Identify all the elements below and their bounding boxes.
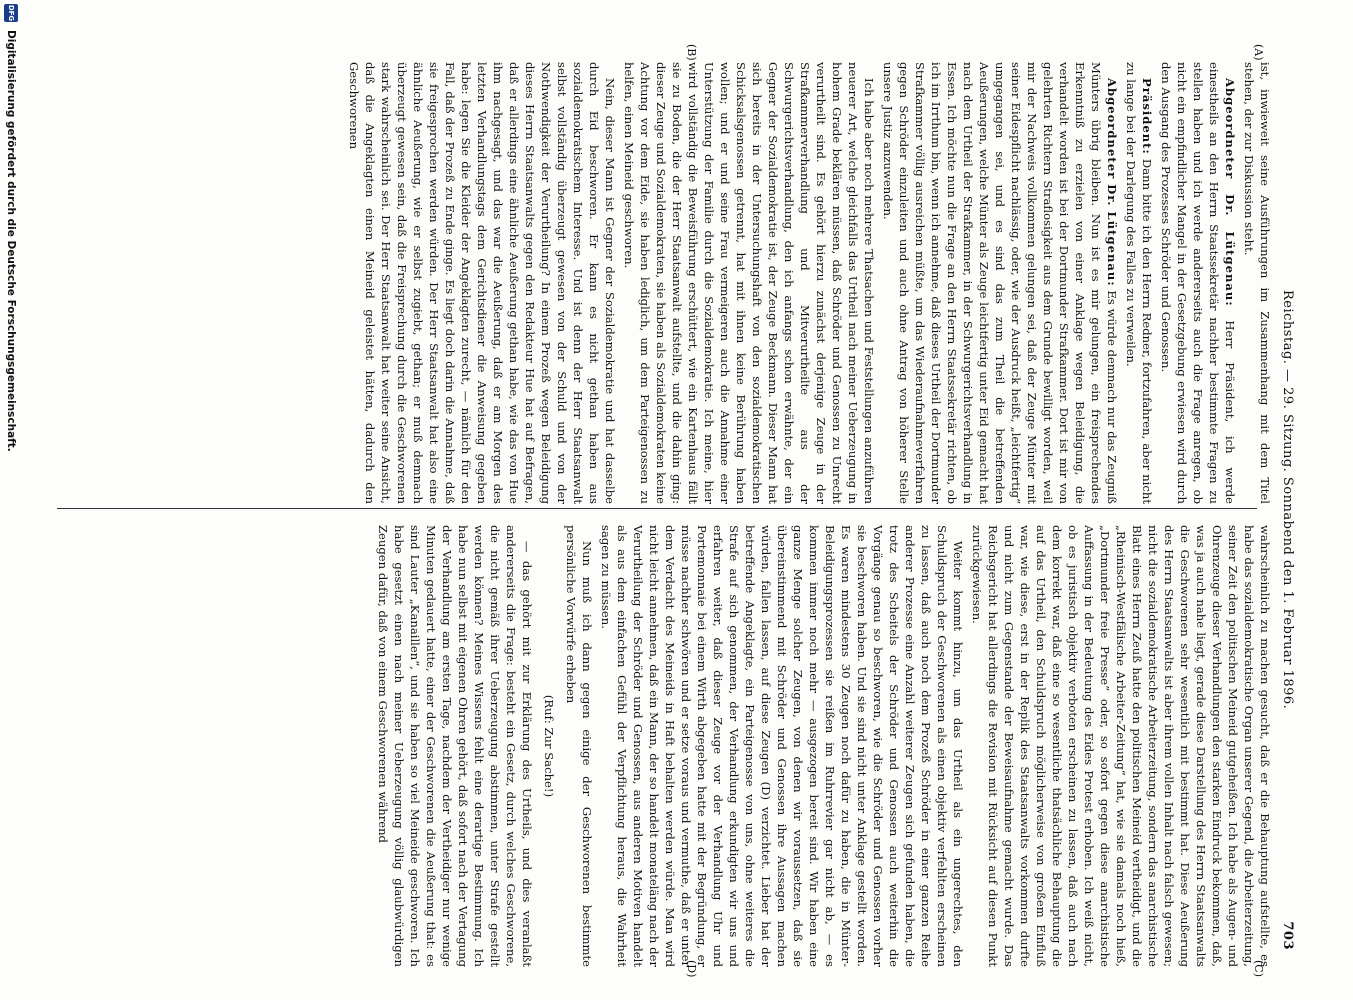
margin-marker-c: (C) [1252, 960, 1265, 977]
funding-credit: Digitalisierung gefördert durch die Deutsche Forschungsgemeinschaft. [5, 30, 17, 452]
column-divider [57, 508, 1257, 509]
paragraph: wahrscheinlich zu machen gesucht, daß er die Behauptung aufstellte, es habe das sozialdemokratische Organ unserer Gegend, die Arbeiterzeitung, seiner Zeit den politischen Meineid gutgeheißen. Ich habe als Augen- und Ohrenzeuge dieser Verhandlungen den starken Eindruck bekommen, daß, was ja auch nahe liegt, gerade diese Darstellung des Herrn Staatsanwalts die Geschworenen sehr wesentlich mit bestimmt hat. Diese Aeußerung des Herrn Staatsanwalts ist aber ihrem vollen Inhalt nach falsch gewesen; nicht die sozialdemokratische Arbeiterzeitung, sondern das anarchistische Blatt eines Herrn Zeuß hatte den politischen Meineid vertheidigt, und die „Rheinisch-Westfälische Arbeiter-Zeitung“ hat, wie sie damals noch hieß, „Dortmunder freie Presse“ oder, so sofort gegen diese anarchistische Auffassung in der Bedeutung des Eides Protest erhoben. Ich weiß nicht, ob es juristisch objektiv verboten erscheinen zu lassen, daß auch nach dem korrekt war, daß eine so wesentliche thatsächliche Behauptung die auf das Urtheil, den Schuldspruch möglicherweise von großem Einfluß war, wie diese, erst in der Replik des Staatsanwalts vorkommen durfte und nicht zum Gegenstande der Beweisaufnahme gemacht wurde. Das Reichsgericht hat allerdings die Revision mit Rücksicht auf diesen Punkt zurückgewiesen. [970, 525, 1272, 967]
paragraph: Nun muß ich dann gegen einige der Geschworenen bestimmte persönliche Vorwürfe erheben [564, 525, 594, 967]
interjection: (Ruf: Zur Sache!) [542, 694, 556, 798]
speaker-name: Abgeordneter Dr. Lütgenau: [1105, 78, 1119, 287]
margin-marker-a: (A) [1252, 44, 1265, 61]
speech-text: Dann bitte ich den Herrn Redner, fortzufahren, aber nicht zu lange bei der Darlegung des Falles zu verweilen. [1124, 62, 1154, 504]
dfg-logo-icon: DFG [4, 4, 18, 22]
right-column [113, 525, 1273, 967]
digitization-footer [0, 0, 22, 1000]
paragraph: — das gehört mit zur Erklärung des Urtheils, und dies veranlaßt andererseits die Frage: besteht ein Gesetz, durch welches Geschworene, die nicht gemäß ihrer Ueberzeugung abstimmen, unter Strafe gestellt werden können? Meines Wissens fehlt eine derartige Bestimmung. Ich habe nun selbst mit eigenen Ohren gehört, daß sofort nach der Vertagung der Verhandlung am ersten Tage, nachdem der Vertheidiger nur wenige Minuten gedauert hatte, einer der Geschworenen die Aeußerung that: es sind Lauter „Kanaillen“, und sie haben so viel Meineide geschworen. Ich habe gesetzt einen nach meiner Ueberzeugung völlig glaubwürdigen Zeugen dafür, daß von einem Geschworenen während [376, 525, 534, 967]
margin-marker-d: (D) [685, 960, 698, 978]
speaker-name: Präsident: [1140, 78, 1154, 155]
paragraph [880, 62, 1120, 504]
paragraph: ist, inwieweit seine Ausführungen im Zusammenhang mit dem Titel stehen, der zur Diskussion steht. [1242, 62, 1272, 504]
paragraph [1123, 62, 1155, 504]
speech-text: Herr Präsident, ich werde einestheils an den Herrn Staatssekretär nachher bestimmte Fragen zu stellen haben und ich werde andererseits auch die Frage anregen, ob nicht ein empfindlicher Mangel in der Gesetzgebung erwiesen wird durch den Ausgang des Prozesses Schröder und Genossen. [1159, 62, 1237, 504]
paragraph: Ich habe aber noch mehrere Thatsachen und Feststellungen anzuführen neuerer Art, welche gleichfalls das Urtheil nach meiner Ueberzeugung in hohem Grade beklären müssen, daß Schröder und Genossen zu Unrecht verurtheilt sind. Es gehört hierzu zunächst derjenige Zeuge in der Strafkammerverhandlung und Mitverurtheilte aus der Schwurgerichtsverhandlung, den ich anfangs schon erwähnte, der ein Gegner der Sozialdemokratie ist, der Zeuge Beckmann. Dieser Mann hat sich bereits in der Untersuchungshaft von den sozialdemokratischen Schicksalsgenossen getrennt, hat mit ihnen keine Berührung haben wollen; und er und seine Frau vermeigeren auch die Annahme einer Unterstützung der Familie durch die Sozialdemokratie. Ich meine, hier wird vollständig die Beweisführung erschüttert, wie ein Kartenhaus fällt sie zu Boden, die der Herr Staatsanwalt aufstellte, und die dahin ging: dieser Zeuge und Sozialdemokraten, sie haben als Sozialdemokraten keine Achtung vor dem Eide, sie haben lediglich, um dem Parteigenossen zu helfen, einen Meineid geschworen. [622, 62, 876, 504]
paragraph: Weiter kommt hinzu, um das Urtheil als ein ungerechtes, den Schuldspruch der Geschworenen als einen objektiv verfehlten erscheinen zu lassen, daß auch noch dem Prozeß Schröder in einer ganzen Reihe anderer Prozesse eine Anzahl weiterer Zeugen sich gefunden haben, die trotz des Scheitels der Schröder und Genossen auch weiterhin die Vorgänge genau so beschworen, wie die Schröder und Genossen vorher sie beschworen haben. Und sie sind nicht unter Anklage gestellt worden. Es waren mindestens 30 Zeugen noch dafür zu haben, die in Münter-Beleidigungsprozessen sie reißen im Ruhrrevier gar nicht ab, — es kommen immer noch mehr — ausgezogen bereit sind. Wir haben eine ganze Menge solcher Zeugen, von denen wir voraussetzen, daß sie übereinstimmend mit Schröder und Genossen ihre Aussagen machen würden, fallen lassen, auf diese Zeugen (D) verzichtet. Lieber hat der betreffende Angeklagte, ein Parteigenosse von uns, ohne weiteres die Strafe auf sich genommen, der Verhandlung erkundigten wir uns und erfahren weiter, daß dieser Zeuge vor der Verhandlung Uhr und Portemonnaie bei einem Wirth abgegeben hatte mit der Begründung, er müsse nachher schwören und er setze voraus und vermuthe, daß er unter dem Verdacht des Meineids in Haft behalten werden würde. Man wird nicht leicht annehmen, daß ein Mann, der so handelt monateläng nach der Verurtheilung der Schröder und Genossen, aus anderen Motiven handelt als aus dem einfachen Gefühl der Verpflichtung heraus, die Wahrheit sagen zu müssen. [599, 525, 965, 967]
paragraph [1158, 62, 1238, 504]
page-number: 703 [1280, 921, 1295, 950]
page-header [1275, 40, 1295, 960]
running-title: Reichstag. — 29. Sitzung. Sonnabend den 1. Februar 1896. [1280, 290, 1295, 710]
left-column [113, 62, 1273, 504]
margin-marker-b: (B) [685, 44, 698, 61]
speech-text: Es würde demnach nur das Zeugniß Münters übrig bleiben. Nun ist es mir gelungen, ein freisprechendes Erkenntniß zu erzielen von einer Anklage wegen Beleidigung, die verhandelt worden ist bei der Dortmunder Strafkammer. Dort ist mir von gelehrten Richtern Straflosigkeit aus dem Grunde bewilligt worden, weil mir der Nachweis vollkommen gelungen sei, daß der Zeuge Münter mit seiner Eidespflicht nachlässig, oder, wie der Ausdruck heißt, „leichtfertig“ umgegangen sei, und es sind das zum Theil die betreffenden Aeußerungen, welche Münter als Zeuge leichtfertig unter Eid gemacht hat nach dem Urtheil der Strafkammer, in der Schwurgerichtsverhandlung in Essen. Ich möchte nun die Frage an den Herrn Staatssekretär richten, ob ich im Irrthum bin, wenn ich annehme, daß dieses Urtheil der Dortmunder Strafkammer völlig ausreichen müßte, um das Wiederaufnahmeverfahren gegen Schröder einzuleiten und auch ohne Antrag von höherer Stelle unsere Justiz anzuwenden. [881, 62, 1119, 504]
paragraph: Nein, dieser Mann ist Gegner der Sozialdemokratie und hat dasselbe durch Eid beschworen. Er kann es nicht gethan haben aus sozialdemokratischem Interesse. Und ist denn der Herr Staatsanwalt selbst vollständig überzeugt gewesen von der Schuld und von der Nothwendigkeit der Verurtheilung? In einem Prozeß wegen Beleidigung dieses Herrn Staatsanwalts gegen den Redakteur Hue hat auf Befragen, daß er allerdings eine ähnliche Aeußerung gethan habe, wie das von Hue ihm nachgesagt, und das war die Aeußerung, daß er am Morgen des letzten Verhandlungstags dem Gerichtsdiener die Anweisung gegeben habe: legen Sie die Kleider der Angeklagten zurecht, — nämlich für den Fall, daß der Prozeß zu Ende ginge. Es liegt doch darin die Annahme, daß sie freigesprochen werden würden. Der Herr Staatsanwalt hat also eine ähnliche Aeußerung, wie er selbst zugiebt, gethan; er muß demnach überzeugt gewesen sein, daß die Freisprechung durch die Geschworenen stark wahrscheinlich sei. Der Herr Staatsanwalt hat weiter seine Ansicht, daß die Angeklagten einen Meineid geleistet hätten, dadurch den Geschworenen [347, 62, 617, 504]
speaker-name: Abgeordneter Dr. Lütgenau: [1223, 78, 1237, 307]
